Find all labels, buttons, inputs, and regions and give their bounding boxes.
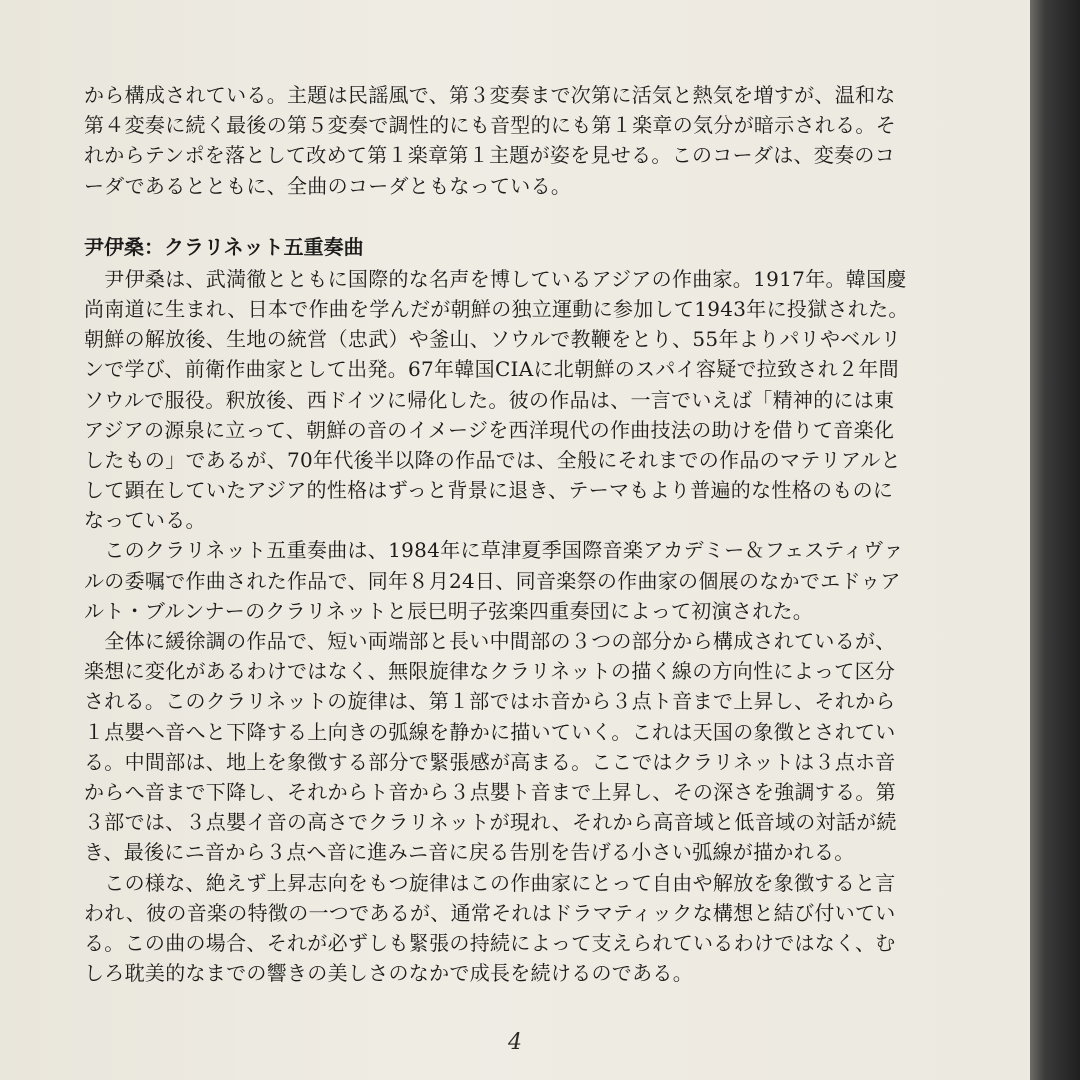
text-line: ーダであるとともに、全曲のコーダともなっている。: [84, 173, 572, 198]
text-line: この様な、絶えず上昇志向をもつ旋律はこの作曲家にとって自由や解放を象徴すると言: [84, 870, 896, 895]
text-line: このクラリネット五重奏曲は、1984年に草津夏季国際音楽アカデミー＆フェスティヴァ: [84, 538, 904, 563]
text-line: したもの」であるが、70年代後半以降の作品では、全般にそれまでの作品のマテリアルと: [84, 447, 901, 472]
text-line: して顕在していたアジア的性格はずっと背景に退き、テーマもより普遍的な性格のものに: [84, 478, 894, 503]
text-line: 尚南道に生まれ、日本で作曲を学んだが朝鮮の独立運動に参加して1943年に投獄された。: [84, 296, 909, 321]
text-line: アジアの源泉に立って、朝鮮の音のイメージを西洋現代の作曲技法の助けを借りて音楽化: [84, 417, 895, 442]
text-line: る。中間部は、地上を象徴する部分で緊張感が高まる。ここではクラリネットは３点ホ音: [84, 749, 896, 774]
text-line: される。このクラリネットの旋律は、第１部ではホ音から３点ト音まで上昇し、それから: [84, 689, 896, 714]
text-line: なっている。: [84, 508, 206, 533]
text-line: き、最後にニ音から３点へ音に進みニ音に戻る告別を告げる小さい弧線が描かれる。: [84, 840, 855, 865]
text-line: 全体に緩徐調の作品で、短い両端部と長い中間部の３つの部分から構成されているが、: [84, 629, 896, 653]
text-line: ソウルで服役。釈放後、西ドイツに帰化した。彼の作品は、一言でいえば「精神的には東: [84, 387, 895, 412]
text-line: る。この曲の場合、それが必ずしも緊張の持続によって支えられているわけではなく、む: [84, 930, 896, 955]
section-gap: [84, 201, 1014, 231]
paragraph-biography: [84, 264, 1014, 536]
text-line: 楽想に変化があるわけではなく、無限旋律なクラリネットの描く線の方向性によって区分: [84, 659, 896, 684]
text-line: ３部では、３点嬰イ音の高さでクラリネットが現れ、それから高音域と低音域の対話が続: [84, 810, 897, 835]
text-line: ルの委嘱で作曲された作品で、同年８月24日、同音楽祭の作曲家の個展のなかでエドゥア: [84, 568, 901, 593]
page-body: [84, 80, 1014, 988]
text-line: からへ音まで下降し、それからト音から３点嬰ト音まで上昇し、その深さを強調する。第: [84, 779, 896, 804]
text-line: ンで学び、前衛作曲家として出発。67年韓国CIAに北朝鮮のスパイ容疑で拉致され２年間: [84, 357, 899, 382]
text-line: しろ耽美的なまでの響きの美しさのなかで成長を続けるのである。: [84, 961, 693, 986]
text-line: から構成されている。主題は民謡風で、第３変奏まで次第に活気と熱気を増すが、温和な: [84, 83, 896, 107]
text-line: １点嬰ヘ音へと下降する上向きの弧線を静かに描いていく。これは天国の象徴とされてい: [84, 719, 896, 744]
paragraph-premiere: [84, 535, 1014, 626]
text-line: ルト・ブルンナーのクラリネットと辰巳明子弦楽四重奏団によって初演された。: [84, 598, 814, 623]
text-line: 第４変奏に続く最後の第５変奏で調性的にも音型的にも第１楽章の気分が暗示される。そ: [84, 113, 896, 138]
intro-paragraph: [84, 80, 1014, 201]
text-line: 朝鮮の解放後、生地の統営（忠武）や釜山、ソウルで教鞭をとり、55年よりパリやベルリ: [84, 327, 902, 352]
paragraph-structure: [84, 626, 1014, 868]
text-line: われ、彼の音楽の特徴の一つであるが、通常それはドラマティックな構想と結び付いてい: [84, 900, 896, 925]
section-heading: 尹伊桑：クラリネット五重奏曲: [84, 234, 364, 259]
text-line: れからテンポを落として改めて第１楽章第１主題が姿を見せる。このコーダは、変奏のコ: [84, 143, 895, 168]
page-number: 4: [508, 1030, 522, 1055]
dark-background-edge: [1030, 0, 1080, 1080]
text-line: 尹伊桑は、武満徹とともに国際的な名声を博しているアジアの作曲家。1917年。韓国慶: [84, 266, 907, 291]
paragraph-conclusion: [84, 868, 1014, 989]
